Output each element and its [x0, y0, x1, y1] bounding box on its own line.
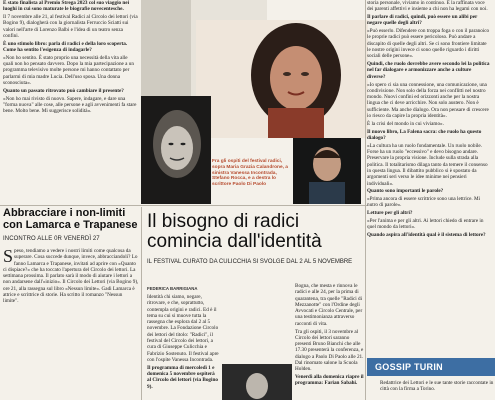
paragraph: È stato finalista al Premio Strega 2023 col suo viaggio nei luoghi in cui sono maturate le biografie novecentesche.: [3, 0, 130, 13]
question: È uno stimolo libro: parla di radici e della loro scoperta. Come ha sentito l'esigenza di indagarle?: [3, 40, 128, 54]
photo-inline: [222, 364, 292, 400]
dropcap: S: [3, 246, 14, 266]
answer: «Non ho sentito. È stato proprio una necessità della vita alle quali non ho pensato davvero. Dopo la mia partecipazione a un programma televisivo molte persone mi hanno contattato per parlarmi di mia madre Lucia. Dell'uso sposa. Una donna sconosciuta».: [3, 54, 134, 87]
main-column-1: [147, 294, 219, 391]
byline: FEDERICA BARRIGIANA: [147, 286, 198, 291]
paragraph: Il 7 novembre alle 21, al festival Radici al Circolo dei lettori (via Bogino 9), dialogherà con la giornalista Ferruccio Sciatti sui valori nell'arte di Lorenzo Balbi e l'idea di un teatro senza confini.: [3, 14, 138, 39]
answer: È la crisi del mondo in cui viviamo».: [367, 120, 444, 127]
interview-column-left: [3, 0, 138, 116]
question: Quanto un passato ritrovato può cambiare il presente?: [3, 87, 124, 94]
answer: «Io spero ci sia una connessione, una comunicazione, una condivisione. Non solo della forza nei conflitti nel nostro mondo. Nuovi confini ed orizzonti anche per la nostra lingua che ci deve arricchire. Non solo austero. Non è sufficiente. Ma anche dialogo. Ora non pensare di crescere io riesco da capire la propria identità».: [367, 81, 489, 120]
photo-di-paolo: [293, 138, 361, 204]
paragraph: Identità chi siamo, negare, ritrovare, e che, soprattutto, contempla origini e radici. Ed è il tema su cui si muove tutta la rassegna che esplora dal 2 al 5 novembre. La Fondazione Circolo dei lettori del titolo: "Radici", il festival del Circolo dei lettori, a cura di Giuseppe Culicchia e Fabrizio Sostenuto. Il festival apre con l'ospite Vanessa Incontrada.: [147, 294, 219, 363]
answer: «Può esserlo. Difendere con troppa foga o con il paranoico le proprie radici può essere pericoloso. Può andare a discapito di quelle degli altri. Se ci sono frontiere limitate le nostre origini invece ci sono quelle riguardo i diritti sociali delle persone».: [367, 28, 490, 60]
story2-subhead: INCONTRO ALLE 0R VENERDÌ 27: [3, 236, 100, 242]
question: Il nuovo libro, La Falena sacra: che ruolo ha questo dialogo?: [367, 128, 482, 141]
gossip-title: GOSSIP TURIN: [375, 362, 443, 372]
photo-calandrone: [196, 20, 368, 138]
question: Letture per gli altri?: [367, 210, 413, 217]
question: Quando aspira all'identità qual è il sistema di lettore?: [367, 232, 486, 239]
answer: «Prima ancora di essere scrittrice sono una lettrice. Mi nutro di parole».: [367, 196, 481, 209]
main-headline: Il bisogno di radici comincia dall'identità: [147, 211, 322, 252]
photo-incontrada: [141, 96, 211, 204]
paragraph: peso, tendiamo a vedere i nostri limiti come qualcosa da superare. Cosa succede dunque, invece, abbracciandoli? Lo fanno Lamarca e Trapanese, invitati ad aprire con «Quanto ci dispiace?» che ha toccato l'apertura del Circolo dei lettori. La settimana prossima. Il parlato sarà il modo di aiutare i lettori a non andarsene dall'«inizio». Il Circolo dei Lettori (via Bogino 9), ore 21, alla rassegna sul libro «Nessun limite». Gadi Lamarca è attrice e scrittrice di storie. Ha scritto il romanzo "Nessun limite".: [3, 248, 139, 305]
paragraph: storia personale, viviamo in continuo. È la raffinata voce dei parenti affettivi e insieme a chi non ha legami con noi.: [367, 0, 488, 13]
paragraph: Il programma di mercoledì 1 e domenica 5 novembre ospiterà al Circolo dei lettori (via Bogino 9).: [147, 364, 218, 390]
portrait-man-icon: [293, 138, 361, 204]
gossip-banner: [367, 358, 495, 376]
answer: «Per l'anima e per gli altri. Ai lettori chiedo di entrare in quel mondo da lettori».: [367, 218, 484, 231]
paragraph: Venerdì alla domenica riapre il programma: Farian Sabahi.: [295, 374, 364, 387]
section-divider: [0, 205, 367, 206]
paragraph: Bogna, che mesta e rinnova le radici e alle 24, per la prima di quarantena, tra quelle "Radici di Mezzanotte" con l'Ordine degli Avvocati e Circolo Centrale, per una testimonianza attraverso racconti di vita.: [295, 283, 363, 327]
story2-headline: Abbracciare i non-limiti con Lamarca e Trapanese: [3, 207, 138, 231]
portrait-woman-icon: [196, 20, 368, 138]
interview-column-right: [367, 0, 491, 240]
portrait-woman-bw-icon: [141, 96, 211, 204]
question: Quanto sono importanti le parole?: [367, 188, 444, 195]
answer: «La cultura ha un ruolo fondamentale. Un ruolo nobile. Forse ha un ruolo "eccessivo" e devo bisogno andare. Preservare la propria visione. Include sulla strada alla politica. Il totalitarismo dilaga tanto da temere il consenso in questa lingua. Il dibattito pubblico si è spostato da argomenti seri verso le idee minime nei pensieri individuali».: [367, 142, 488, 187]
main-subhead: IL FESTIVAL CURATO DA CULICCHIA SI SVOLGE DAL 2 AL 5 NOVEMBRE: [147, 259, 353, 265]
column-divider: [141, 207, 142, 400]
photo-caption: Fra gli ospiti del festival radici, sopra Maria Grazia Calandrone, a sinistra Vanessa Incontrada, Stefano Rocca, e a destra lo scrittore Paolo Di Paolo: [212, 159, 288, 188]
paragraph: Tra gli ospiti, il 3 novembre al Circolo dei lettori saranno presenti Bruno Bianchi che alle 17.30 presenterà la conferenza, e dialogo a Paolo Di Paolo alle 21. Dal rinomato salone la Scuola Holden.: [295, 328, 364, 373]
main-column-2: [295, 283, 365, 388]
column-divider: [365, 0, 366, 400]
question: Il parlare di radici, quindi, può essere un alibi per negare quelle degli altri?: [367, 14, 478, 27]
portrait-man-small-icon: [222, 364, 292, 400]
gossip-body: [380, 380, 495, 394]
paragraph: Redattrice dei Lettori e le sue tante storie raccontate in città con la firma a Torino.: [380, 380, 494, 393]
question: Quindi, che ruolo dovrebbe avere secondo lei la politica nel far dialogare e armonizzare anche a culture diverse?: [367, 61, 490, 80]
answer: «Non ho mai rivisto di nuovo. Sapere, indagare, e dare una "forma nuova" alle cose, alle persone e agli avvenimenti fa stare bene. Molto bene. Mi suggerisce solidità».: [3, 95, 137, 115]
story2-body: [3, 248, 139, 306]
